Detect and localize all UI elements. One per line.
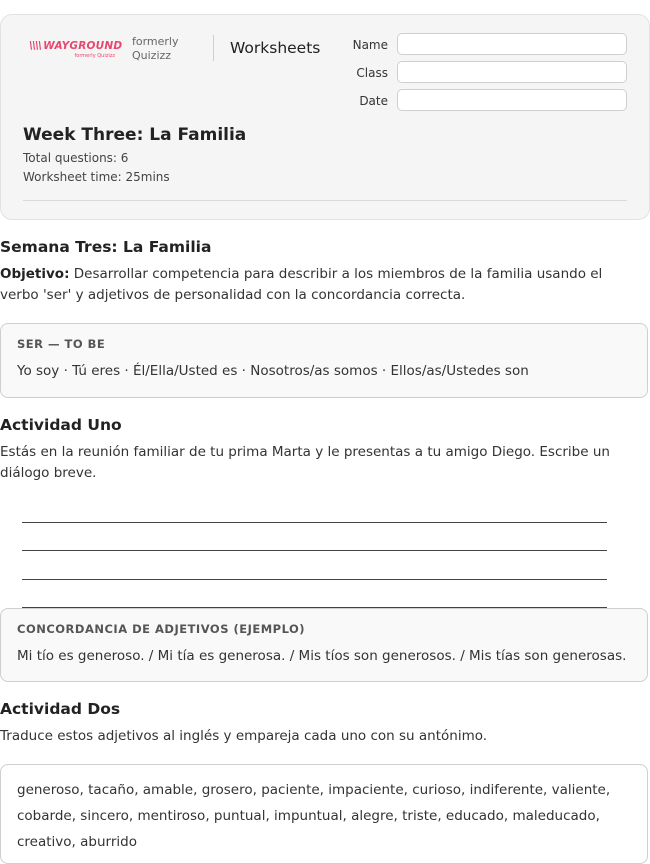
name-label: Name xyxy=(352,38,388,52)
activity-one-heading: Actividad Uno xyxy=(0,416,122,434)
activity-two-heading: Actividad Dos xyxy=(0,700,121,718)
wayground-logo xyxy=(29,39,123,59)
word-bank-text: generoso, tacaño, amable, grosero, paciente, impaciente, curioso, indiferente, valiente, cobarde, sincero, mentiroso, puntual, impuntual, alegre, triste, educado, maleducado, creativo, aburrido xyxy=(17,782,611,850)
header-divider-line xyxy=(23,200,627,201)
worksheet-header xyxy=(0,14,650,220)
objective-text: Desarrollar competencia para describir a los miembros de la familia usando el verbo 'ser' y adjetivos de personalidad con la concordancia correcta. xyxy=(0,266,603,303)
agreement-box-text: Mi tío es generoso. / Mi tía es generosa. / Mis tíos son generosos. / Mis tías son generosas. xyxy=(17,648,627,664)
objective-label: Objetivo: xyxy=(0,266,70,282)
answer-line[interactable] xyxy=(22,550,607,551)
intro-heading: Semana Tres: La Familia xyxy=(0,238,212,256)
date-label: Date xyxy=(359,94,388,108)
logo-mark-icon: \\\\ xyxy=(29,39,42,52)
agreement-box-label: CONCORDANCIA DE ADJETIVOS (EJEMPLO) xyxy=(17,622,306,636)
activity-two-instructions: Traduce estos adjetivos al inglés y empareja cada uno con su antónimo. xyxy=(0,728,488,744)
answer-line[interactable] xyxy=(22,579,607,580)
objective-paragraph xyxy=(0,264,645,306)
ser-box-label: SER — TO BE xyxy=(17,337,106,351)
ser-box-text: Yo soy · Tú eres · Él/Ella/Usted es · Nosotros/as somos · Ellos/as/Ustedes son xyxy=(17,363,529,379)
class-label: Class xyxy=(356,66,388,80)
ser-conjugation-box xyxy=(0,323,648,398)
worksheet-title: Week Three: La Familia xyxy=(23,125,247,145)
header-divider xyxy=(213,35,214,61)
logo-subtext: formerly Quizizz xyxy=(74,53,115,59)
answer-line[interactable] xyxy=(22,522,607,523)
date-field[interactable] xyxy=(397,89,627,111)
logo-wordmark: WAYGROUND xyxy=(43,39,123,52)
worksheet-time: Worksheet time: 25mins xyxy=(23,170,170,184)
total-questions: Total questions: 6 xyxy=(23,151,129,165)
adjective-agreement-box xyxy=(0,608,648,682)
formerly-quizizz-text: formerly Quizizz xyxy=(132,35,179,62)
name-field[interactable] xyxy=(397,33,627,55)
activity-one-instructions: Estás en la reunión familiar de tu prima Marta y le presentas a tu amigo Diego. Escribe un diálogo breve. xyxy=(0,444,610,481)
class-field[interactable] xyxy=(397,61,627,83)
word-bank-box xyxy=(0,764,648,864)
worksheets-label: Worksheets xyxy=(230,39,321,57)
